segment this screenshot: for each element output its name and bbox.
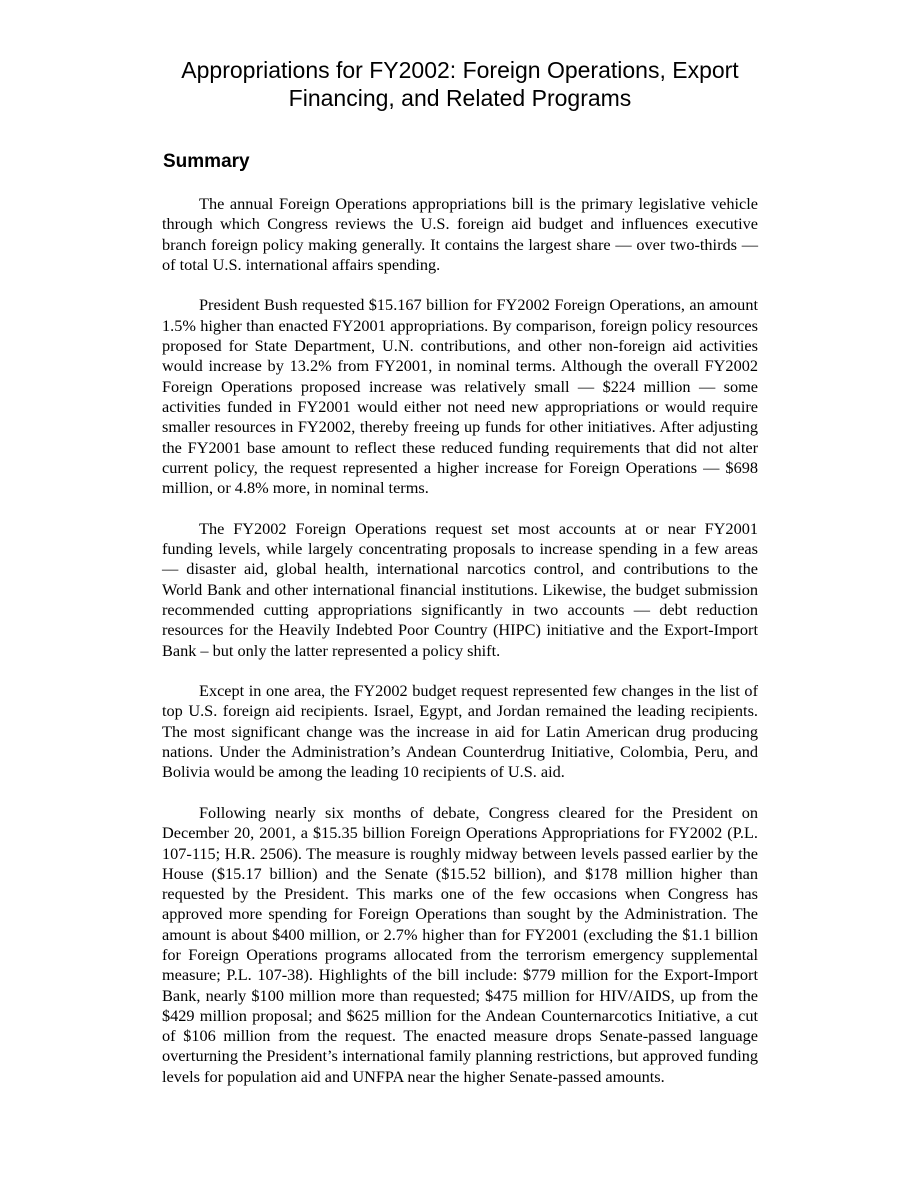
- paragraph-1: The annual Foreign Operations appropriations bill is the primary legislative vehicle through which Congress reviews the U.S. foreign aid budget and influences executive branch foreign policy making generally. It contains the largest share — over two-thirds — of total U.S. international affairs spending.: [162, 194, 758, 274]
- section-heading: Summary: [163, 151, 250, 172]
- document-title: [150, 56, 770, 112]
- title-line-2: Financing, and Related Programs: [288, 85, 632, 111]
- paragraph-5: Following nearly six months of debate, Congress cleared for the President on December 20, 2001, a $15.35 billion Foreign Operations Appropriations for FY2002 (P.L. 107-115; H.R. 2506). The measure is roughly midway between levels passed earlier by the House ($15.17 billion) and the Senate ($15.52 billion), and $178 million higher than requested by the President. This marks one of the few occasions when Congress has approved more spending for Foreign Operations than sought by the Administration. The amount is about $400 million, or 2.7% higher than for FY2001 (excluding the $1.1 billion for Foreign Operations programs allocated from the terrorism emergency supplemental measure; P.L. 107-38). Highlights of the bill include: $779 million for the Export-Import Bank, nearly $100 million more than requested; $475 million for HIV/AIDS, up from the $429 million proposal; and $625 million for the Andean Counternarcotics Initiative, a cut of $106 million from the request. The enacted measure drops Senate-passed language overturning the President’s international family planning restrictions, but approved funding levels for population aid and UNFPA near the higher Senate-passed amounts.: [162, 802, 758, 1086]
- summary-body: [162, 194, 758, 1107]
- paragraph-3: The FY2002 Foreign Operations request set most accounts at or near FY2001 funding levels, while largely concentrating proposals to increase spending in a few areas — disaster aid, global health, international narcotics control, and contributions to the World Bank and other international financial institutions. Likewise, the budget submission recommended cutting appropriations significantly in two accounts — debt reduction resources for the Heavily Indebted Poor Country (HIPC) initiative and the Export-Import Bank – but only the latter represented a policy shift.: [162, 518, 758, 660]
- paragraph-4: Except in one area, the FY2002 budget request represented few changes in the list of top U.S. foreign aid recipients. Israel, Egypt, and Jordan remained the leading recipients. The most significant change was the increase in aid for Latin American drug producing nations. Under the Administration’s Andean Counterdrug Initiative, Colombia, Peru, and Bolivia would be among the leading 10 recipients of U.S. aid.: [162, 681, 758, 782]
- title-line-1: Appropriations for FY2002: Foreign Operations, Export: [181, 57, 739, 83]
- paragraph-2: President Bush requested $15.167 billion for FY2002 Foreign Operations, an amount 1.5% higher than enacted FY2001 appropriations. By comparison, foreign policy resources proposed for State Department, U.N. contributions, and other non-foreign aid activities would increase by 13.2% from FY2001, in nominal terms. Although the overall FY2002 Foreign Operations proposed increase was relatively small — $224 million — some activities funded in FY2001 would either not need new appropriations or would require smaller resources in FY2002, thereby freeing up funds for other initiatives. After adjusting the FY2001 base amount to reflect these reduced funding requirements that did not alter current policy, the request represented a higher increase for Foreign Operations — $698 million, or 4.8% more, in nominal terms.: [162, 295, 758, 498]
